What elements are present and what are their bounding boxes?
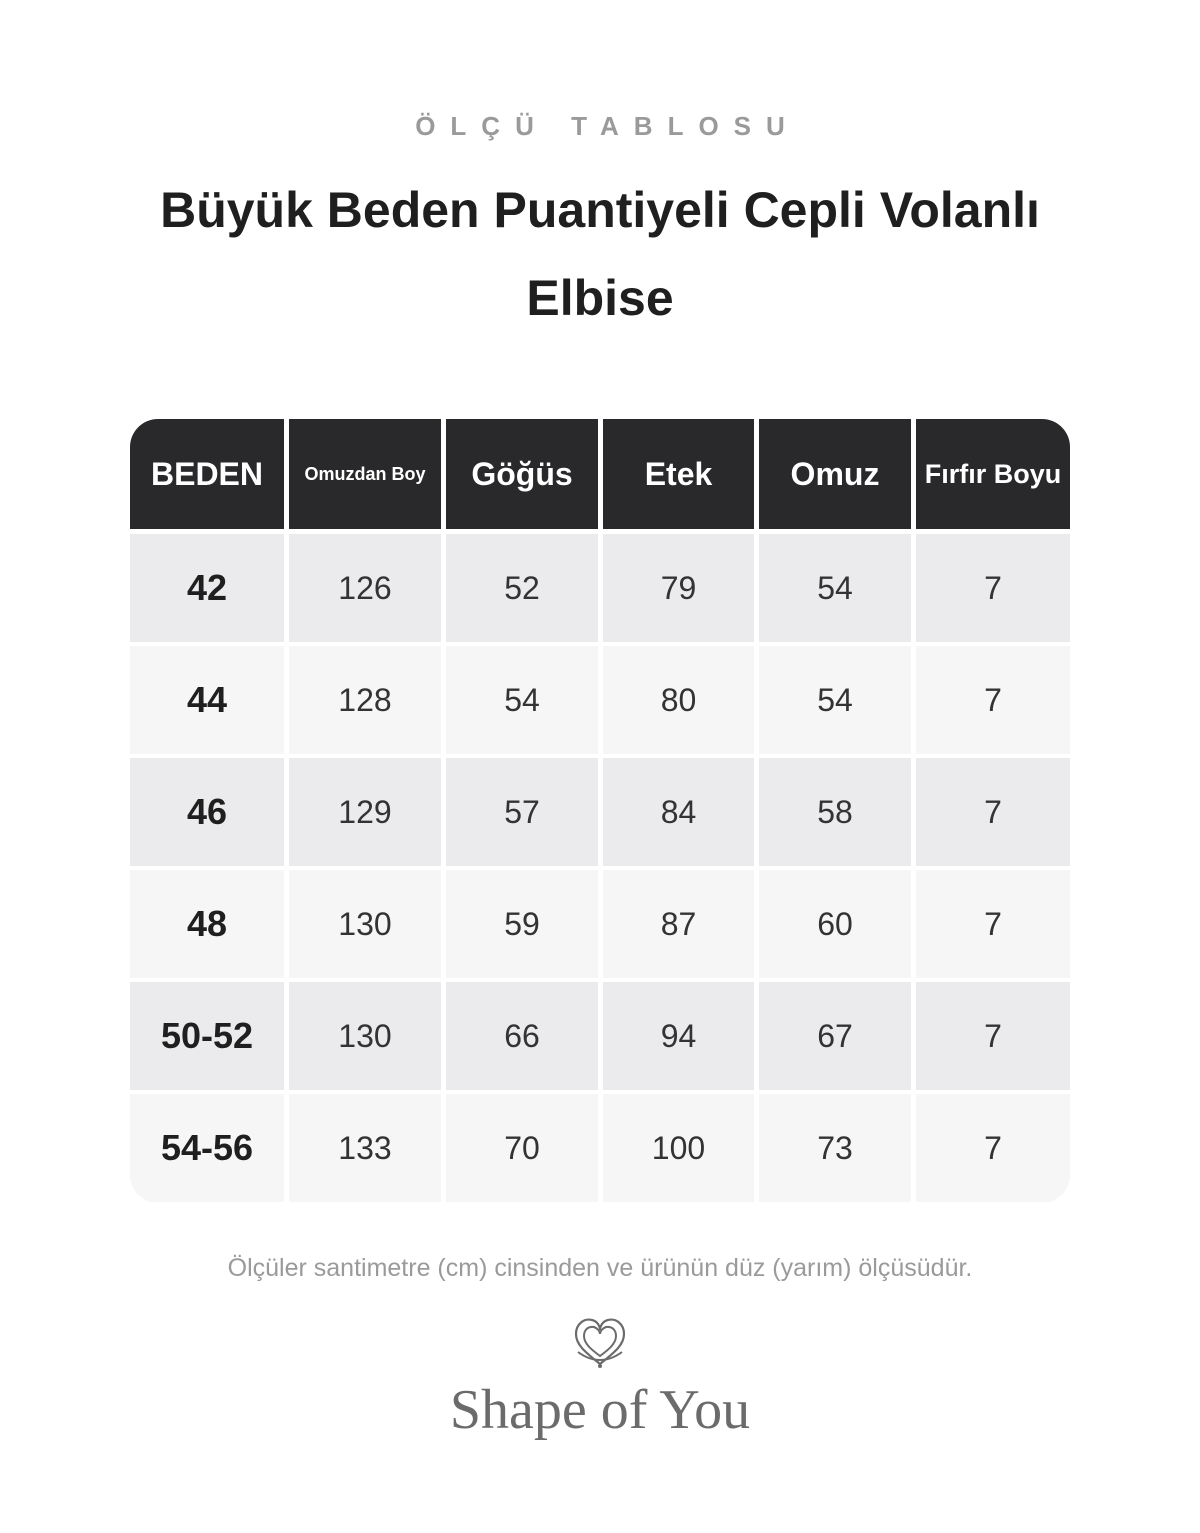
table-cell: 133 <box>289 1094 441 1202</box>
size-cell: 48 <box>130 870 284 978</box>
table-cell: 70 <box>446 1094 598 1202</box>
table-cell: 80 <box>603 646 754 754</box>
table-cell: 84 <box>603 758 754 866</box>
column-header-chest: Göğüs <box>446 419 598 529</box>
table-cell: 57 <box>446 758 598 866</box>
product-title: Büyük Beden Puantiyeli Cepli Volanlı Elbise <box>160 182 1040 326</box>
measurement-note: Ölçüler santimetre (cm) cinsinden ve ürünün düz (yarım) ölçüsüdür. <box>227 1254 973 1282</box>
table-cell: 87 <box>603 870 754 978</box>
brand-logo-text: Shape of You <box>449 1379 751 1441</box>
table-cell: 79 <box>603 534 754 642</box>
table-row <box>130 758 1070 866</box>
table-cell: 100 <box>603 1094 754 1202</box>
table-row <box>130 534 1070 642</box>
table-cell: 130 <box>289 982 441 1090</box>
table-cell: 60 <box>759 870 911 978</box>
table-cell: 7 <box>916 870 1070 978</box>
size-cell: 54-56 <box>130 1094 284 1202</box>
table-cell: 59 <box>446 870 598 978</box>
table-cell: 126 <box>289 534 441 642</box>
table-cell: 73 <box>759 1094 911 1202</box>
column-header-skirt: Etek <box>603 419 754 529</box>
size-table <box>130 419 1070 1203</box>
table-cell: 7 <box>916 982 1070 1090</box>
table-cell: 67 <box>759 982 911 1090</box>
table-cell: 54 <box>759 646 911 754</box>
size-cell: 50-52 <box>130 982 284 1090</box>
table-cell: 129 <box>289 758 441 866</box>
size-chart-eyebrow: ÖLÇÜ TABLOSU <box>415 111 800 141</box>
table-cell: 130 <box>289 870 441 978</box>
table-cell: 7 <box>916 646 1070 754</box>
table-cell: 7 <box>916 1094 1070 1202</box>
table-cell: 7 <box>916 534 1070 642</box>
size-cell: 44 <box>130 646 284 754</box>
column-header-shoulder: Omuz <box>759 419 911 529</box>
column-header-ruffle-length: Fırfır Boyu <box>916 419 1070 529</box>
double-heart-icon <box>568 1312 632 1370</box>
table-cell: 54 <box>759 534 911 642</box>
table-row <box>130 982 1070 1090</box>
table-row <box>130 646 1070 754</box>
column-header-size: BEDEN <box>130 419 284 529</box>
table-row <box>130 870 1070 978</box>
table-cell: 52 <box>446 534 598 642</box>
size-cell: 46 <box>130 758 284 866</box>
table-cell: 54 <box>446 646 598 754</box>
table-cell: 128 <box>289 646 441 754</box>
column-header-length: Omuzdan Boy <box>289 419 441 529</box>
table-cell: 7 <box>916 758 1070 866</box>
table-row <box>130 1094 1070 1202</box>
table-cell: 66 <box>446 982 598 1090</box>
table-cell: 94 <box>603 982 754 1090</box>
size-cell: 42 <box>130 534 284 642</box>
table-cell: 58 <box>759 758 911 866</box>
table-header-row <box>130 419 1070 529</box>
